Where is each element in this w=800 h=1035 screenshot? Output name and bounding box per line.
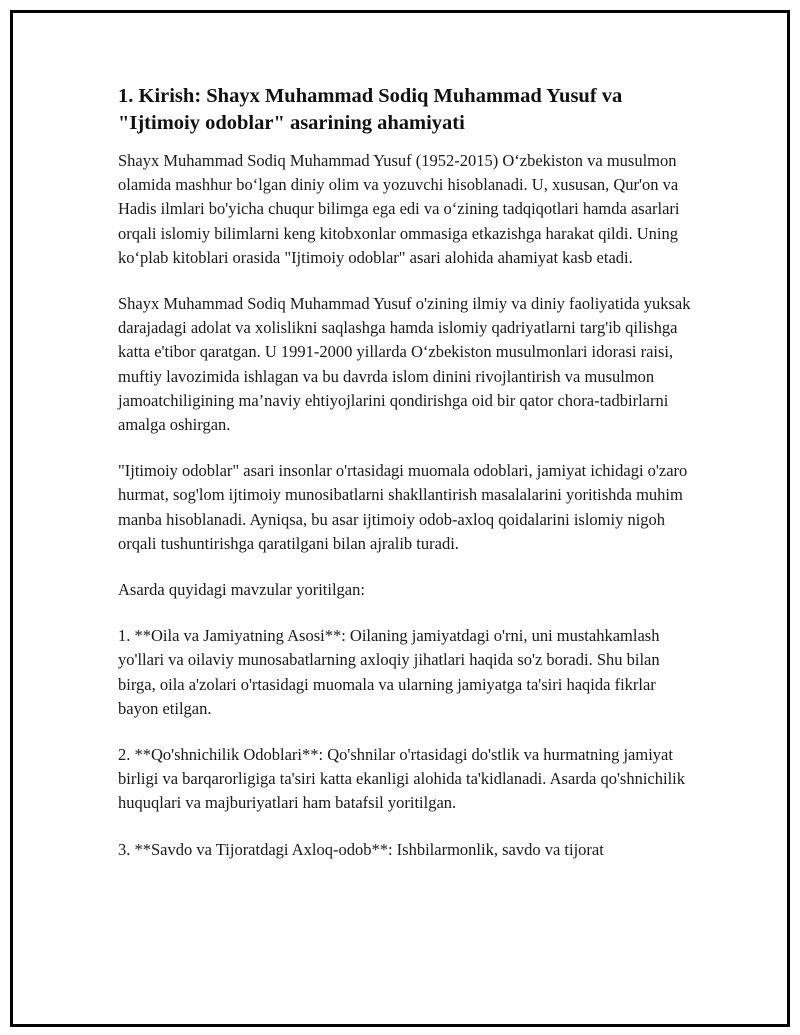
page-frame (10, 10, 790, 1027)
document-body (118, 83, 693, 884)
list-item-trade: 3. **Savdo va Tijoratdagi Axloq-odob**: Ishbilarmonlik, savdo va tijorat (118, 839, 604, 859)
section-heading: 1. Kirish: Shayx Muhammad Sodiq Muhammad Yusuf va "Ijtimoiy odoblar" asarining ahamiyati (118, 85, 623, 134)
paragraph-book-overview: "Ijtimoiy odoblar" asari insonlar o'rtasidagi muomala odoblari, jamiyat ichidagi o'zaro hurmat, sog'lom ijtimoiy munosibatlarni shakllantirish masalalarini yoritishda muhim manba hisoblanadi. Ayniqsa, bu asar ijtimoiy odob-axloq qoidalarini islomiy nigoh orqali tushuntirishga qaratilgani bilan ajralib turadi. (118, 461, 688, 553)
list-item-neighbours: 2. **Qo'shnichilik Odoblari**: Qo'shnilar o'rtasidagi do'stlik va hurmatning jamiyat birligi va barqarorligiga ta'siri katta ekanligi alohida ta'kidlanadi. Asarda qo'shnichilik huquqlari va majburiyatlari ham batafsil yoritilgan. (118, 745, 686, 813)
paragraph-biography: Shayx Muhammad Sodiq Muhammad Yusuf o'zining ilmiy va diniy faoliyatida yuksak darajadagi adolat va xolislikni saqlashga hamda islomiy qadriyatlarni targ'ib qilishga katta e'tibor qaratgan. U 1991-2000 yillarda O‘zbekiston musulmonlari idorasi raisi, muftiy lavozimida ishlagan va bu davrda islom dinini rivojlantirish va musulmon jamoatchiligining ma’naviy ehtiyojlarini qondirishga oid bir qator chora-tadbirlarni amalga oshirgan. (118, 294, 691, 435)
paragraph-intro: Shayx Muhammad Sodiq Muhammad Yusuf (1952-2015) O‘zbekiston va musulmon olamida mashhur bo‘lgan diniy olim va yozuvchi hisoblanadi. U, xususan, Qur'on va Hadis ilmlari bo'yicha chuqur bilimga ega edi va o‘zining tadqiqotlari hamda asarlari orqali islomiy bilimlarni keng kitobxonlar ommasiga etkazishga harakat qildi. Uning ko‘plab kitoblari orasida "Ijtimoiy odoblar" asari alohida ahamiyat kasb etadi. (118, 151, 680, 267)
paragraph-topics-intro: Asarda quyidagi mavzular yoritilgan: (118, 580, 365, 600)
list-item-family: 1. **Oila va Jamiyatning Asosi**: Oilaning jamiyatdagi o'rni, uni mustahkamlash yo'llari va oilaviy munosabatlarning axloqiy jihatlari haqida so'z boradi. Shu bilan birga, oila a'zolari o'rtasidagi muomala va ularning jamiyatga ta'siri haqida fikrlar bayon etilgan. (118, 626, 660, 718)
